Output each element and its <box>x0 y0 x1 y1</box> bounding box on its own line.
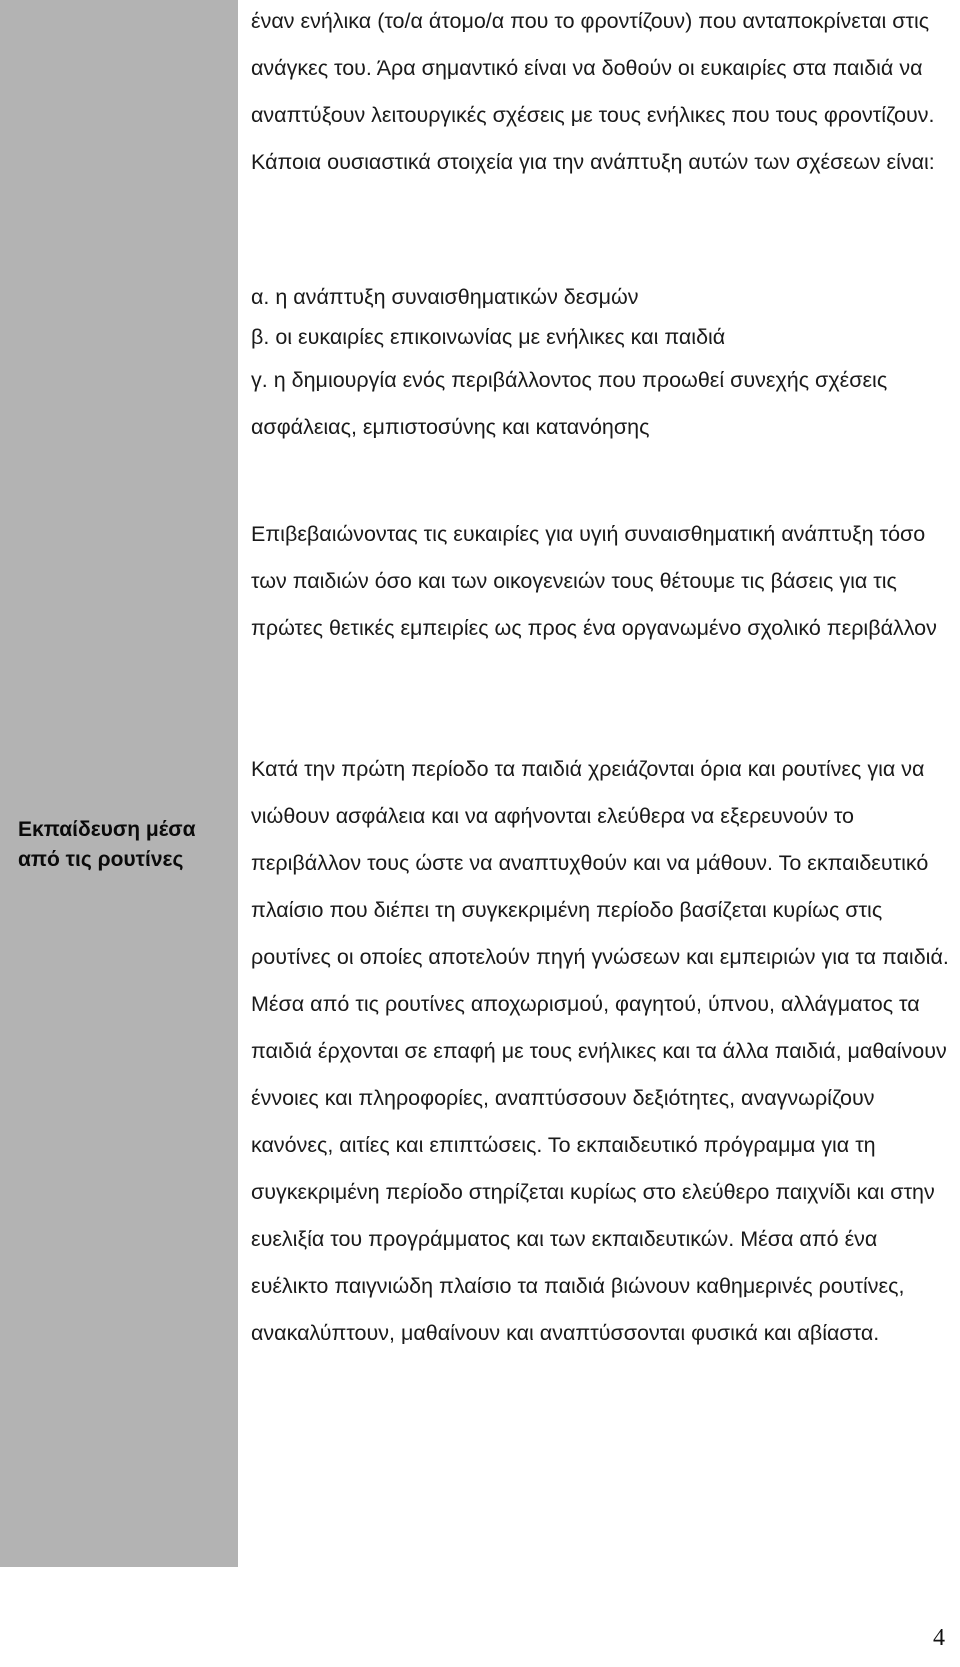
page-number: 4 <box>933 1625 945 1651</box>
routines-paragraph: Κατά την πρώτη περίοδο τα παιδιά χρειάζονται όρια και ρουτίνες για να νιώθουν ασφάλεια και να αφήνονται ελεύθερα να εξερευνούν το περιβάλλον τους ώστε να αναπτυχθούν και να μάθουν. Το εκπαιδευτικό πλαίσιο που διέπει τη συγκεκριμένη περίοδο βασίζεται κυρίως στις ρουτίνες οι οποίες αποτελούν πηγή γνώσεων και εμπειριών για τα παιδιά. Μέσα από τις ρουτίνες αποχωρισμού, φαγητού, ύπνου, αλλάγματος τα παιδιά έρχονται σε επαφή με τους ενήλικες και τα άλλα παιδιά, μαθαίνουν έννοιες και πληροφορίες, αναπτύσσουν δεξιότητες, αναγνωρίζουν κανόνες, αιτίες και επιπτώσεις. Το εκπαιδευτικό πρόγραμμα για τη συγκεκριμένη περίοδο στηρίζεται κυρίως στο ελεύθερο παιχνίδι και στην ευελιξία του προγράμματος και των εκπαιδευτικών. Μέσα από ένα ευέλικτο παιγνιώδη πλαίσιο τα παιδιά βιώνουν καθημερινές ρουτίνες, ανακαλύπτουν, μαθαίνουν και αναπτύσσονται φυσικά και αβίαστα. <box>251 757 949 1345</box>
section-heading: Εκπαίδευση μέσα από τις ρουτίνες <box>18 818 196 871</box>
sidebar-column <box>0 0 238 1567</box>
list-item: β. οι ευκαιρίες επικοινωνίας με ενήλικες και παιδιά <box>251 325 726 349</box>
intro-paragraph: έναν ενήλικα (το/α άτομο/α που το φροντίζουν) που ανταποκρίνεται στις ανάγκες του. Άρα σημαντικό είναι να δοθούν οι ευκαιρίες στα παιδιά να αναπτύξουν λειτουργικές σχέσεις με τους ενήλικες που τους φροντίζουν. Κάποια ουσιαστικά στοιχεία για την ανάπτυξη αυτών των σχέσεων είναι: <box>251 9 935 174</box>
elements-list <box>251 277 951 451</box>
conclusion-paragraph: Επιβεβαιώνοντας τις ευκαιρίες για υγιή συναισθηματική ανάπτυξη τόσο των παιδιών όσο και των οικογενειών τους θέτουμε τις βάσεις για τις πρώτες θετικές εμπειρίες ως προς ένα οργανωμένο σχολικό περιβάλλον <box>251 522 937 640</box>
list-item: γ. η δημιουργία ενός περιβάλλοντος που προωθεί συνεχής σχέσεις ασφάλειας, εμπιστοσύνης και κατανόησης <box>251 368 888 439</box>
list-item: α. η ανάπτυξη συναισθηματικών δεσμών <box>251 285 639 309</box>
